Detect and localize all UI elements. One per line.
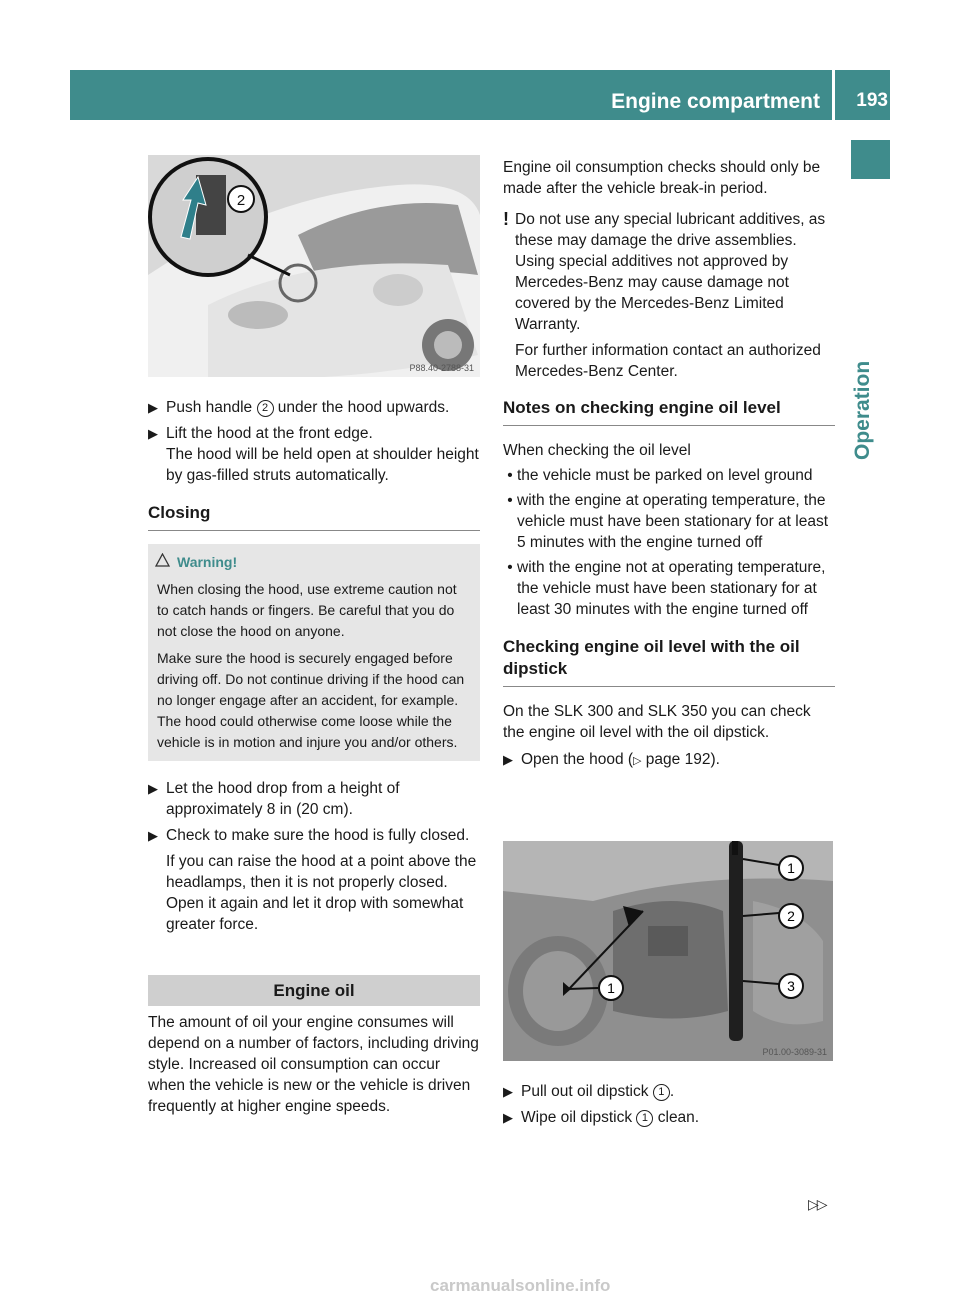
photo-callout: 1 (787, 860, 795, 876)
continue-arrows-icon: ▷▷ (808, 1196, 826, 1212)
hood-handle-illustration (148, 155, 480, 377)
warning-triangle-icon (155, 552, 170, 573)
warning-paragraph-1: When closing the hood, use extreme caution not to catch hands or fingers. Be careful that you do not close the hood on anyone. (157, 581, 457, 639)
step-arrow-icon: ▶ (148, 828, 158, 843)
break-in-paragraph: Engine oil consumption checks should only be made after the vehicle break-in period. (503, 159, 821, 197)
step-pull-dipstick: ▶ Pull out oil dipstick 1 . (503, 1083, 675, 1100)
notes-heading: Notes on checking engine oil level (503, 397, 835, 426)
side-tab-block (851, 140, 890, 179)
photo-callout: 1 (607, 980, 615, 996)
warning-box (148, 544, 480, 761)
photo-callout: 3 (787, 978, 795, 994)
list-item: • with the engine not at operating temperature, the vehicle must have been stationary for at least 30 minutes with the engine turned off (507, 559, 826, 618)
callout-1: 1 (653, 1084, 670, 1101)
dipstick-steps (503, 1081, 835, 1133)
notice-paragraph-1: Do not use any special lubricant additives, as these may damage the drive assemblies. Using special additives not approved by Mercedes-Benz may cause damage not covered by the Mercedes-Benz Limited Warranty. (515, 211, 826, 333)
notice-paragraph-2: For further information contact an authorized Mercedes-Benz Center. (515, 342, 821, 380)
step-arrow-icon: ▶ (503, 752, 513, 767)
right-column (503, 157, 835, 777)
step-push-handle: ▶ Push handle 2 under the hood upwards. (148, 399, 450, 416)
left-column (148, 397, 480, 1117)
photo-id: P01.00-3089-31 (762, 1047, 827, 1057)
step-arrow-icon: ▶ (148, 781, 158, 796)
engine-oil-heading: Engine oil (148, 975, 480, 1006)
step-wipe-dipstick: ▶ Wipe oil dipstick 1 clean. (503, 1109, 700, 1126)
warning-paragraph-2: Make sure the hood is securely engaged before driving off. Do not continue driving if the hood can no longer engage after an accident, for example. The hood could otherwise come loose while the vehicle is in motion and injure you and/or others. (157, 650, 465, 750)
photo-id: P88.40-2788-31 (409, 363, 474, 373)
notice-block (503, 209, 835, 382)
page-ref-icon: ▷ (633, 755, 642, 767)
callout-1: 1 (636, 1110, 653, 1127)
hood-handle-photo (148, 155, 480, 377)
page-number: 193 (856, 90, 888, 111)
photo-callout: 2 (787, 908, 795, 924)
callout-2: 2 (257, 400, 274, 417)
step-check-closed: ▶ Check to make sure the hood is fully closed. If you can raise the hood at a point above the headlamps, then it is not properly closed. Open it again and let it drop with somewhat greater force. (148, 827, 477, 933)
step-arrow-icon: ▶ (148, 426, 158, 441)
watermark: carmanualsonline.info (430, 1276, 611, 1295)
engine-oil-paragraph: The amount of oil your engine consumes will depend on a number of factors, including driving style. Increased oil consumption can occur when the vehicle is new or the vehicle is driven frequently at higher engine speeds. (148, 1014, 479, 1115)
step-let-hood-drop: ▶ Let the hood drop from a height of approximately 8 in (20 cm). (148, 780, 400, 818)
header-divider (832, 70, 835, 120)
step-lift-hood: ▶ Lift the hood at the front edge. The hood will be held open at shoulder height by gas-filled struts automatically. (148, 425, 479, 484)
list-item: • the vehicle must be parked on level ground (507, 467, 813, 484)
when-checking-text: When checking the oil level (503, 442, 691, 459)
dipstick-paragraph: On the SLK 300 and SLK 350 you can check the engine oil level with the oil dipstick. (503, 703, 811, 741)
warning-title: Warning! (177, 554, 238, 570)
dipstick-photo (503, 841, 833, 1061)
page-title: Engine compartment (611, 90, 820, 113)
side-tab (851, 140, 890, 680)
list-item: • with the engine at operating temperature, the vehicle must have been stationary for at least 5 minutes with the engine turned off (507, 492, 829, 551)
dipstick-heading: Checking engine oil level with the oil dipstick (503, 636, 835, 687)
notice-icon: ! (503, 209, 509, 229)
bullet-list (503, 465, 835, 620)
step-arrow-icon: ▶ (148, 400, 158, 415)
photo-callout: 2 (236, 192, 246, 209)
step-arrow-icon: ▶ (503, 1110, 513, 1125)
side-tab-label: Operation (851, 360, 874, 460)
closing-heading: Closing (148, 502, 480, 531)
header-bar (70, 70, 890, 120)
engine-bay-illustration (503, 841, 833, 1061)
step-arrow-icon: ▶ (503, 1084, 513, 1099)
step-open-hood: ▶ Open the hood (▷ page 192). (503, 749, 835, 772)
